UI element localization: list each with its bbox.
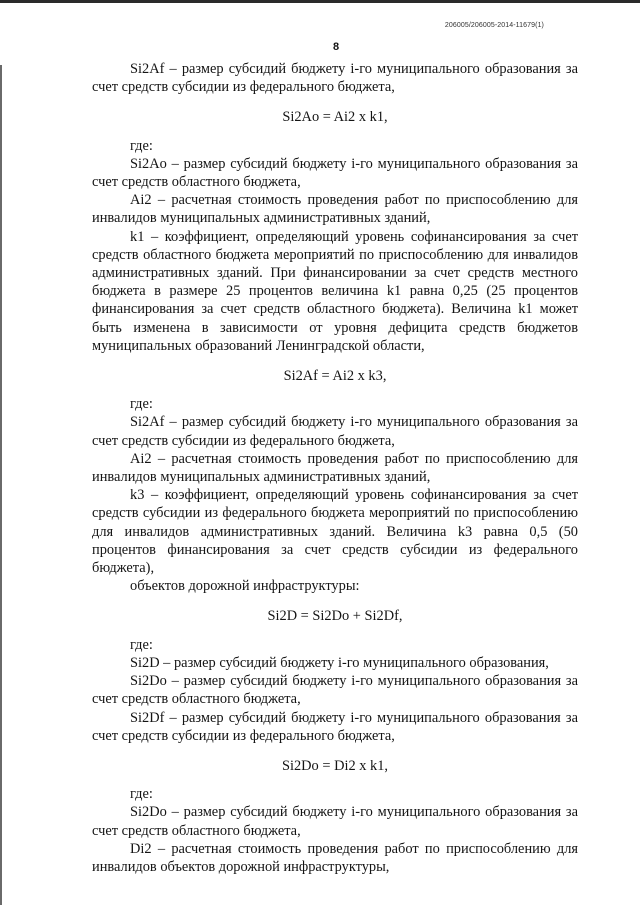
left-scan-edge (0, 65, 2, 905)
paragraph-k3-definition: k3 – коэффициент, определяющий уровень софинансирования за счет средств субсидии из федерального бюджета мероприятий по приспособлению для инвалидов административных зданий. Величина k3 равна 0,5 (50 процентов финансирования за счет средств субсидии из федерального бюджета), (92, 487, 578, 577)
paragraph-di2-definition: Di2 – расчетная стоимость проведения работ по приспособлению для инвалидов объектов дорожной инфраструктуры, (92, 840, 578, 875)
where-label: где: (130, 636, 153, 653)
formula-si2d: Si2D = Si2Do + Si2Df, (267, 608, 403, 625)
where-label: где: (130, 137, 153, 154)
paragraph-si2ao-definition: Si2Ao – размер субсидий бюджету i-го муниципального образования за счет средств областного бюджета, (92, 155, 578, 191)
paragraph-si2df-definition: Si2Df – размер субсидий бюджету i-го муниципального образования за счет средств субсидии из федерального бюджета, (92, 709, 578, 744)
document-number: 206005/206005-2014-11679(1) (444, 22, 544, 29)
paragraph-si2do-definition: Si2Do – размер субсидий бюджету i-го муниципального образования за счет средств областного бюджета, (92, 673, 578, 708)
where-label: где: (130, 396, 153, 413)
formula-si2af: Si2Af = Ai2 x k3, (283, 368, 387, 385)
formula-si2do: Si2Do = Di2 x k1, (281, 757, 389, 774)
where-label: где: (130, 786, 153, 803)
paragraph-ai2-definition: Ai2 – расчетная стоимость проведения работ по приспособлению для инвалидов муниципальных административных зданий, (92, 192, 578, 227)
paragraph-si2af-definition-2: Si2Af – размер субсидий бюджету i-го муниципального образования за счет средств субсидии из федерального бюджета, (92, 414, 578, 449)
document-body (92, 60, 578, 876)
paragraph-si2do-definition-2: Si2Do – размер субсидий бюджету i-го муниципального образования за счет средств областного бюджета, (92, 804, 578, 839)
paragraph-ai2-definition-2: Ai2 – расчетная стоимость проведения работ по приспособлению для инвалидов муниципальных административных зданий, (92, 450, 578, 486)
paragraph-si2af-definition: Si2Af – размер субсидий бюджету i-го муниципального образования за счет средств субсидии из федерального бюджета, (92, 61, 578, 96)
formula-si2ao: Si2Ao = Ai2 x k1, (282, 109, 388, 126)
paragraph-k1-definition: k1 – коэффициент, определяющий уровень софинансирования за счет средств областного бюджета мероприятий по приспособлению для инвалидов административных зданий. При финансировании за счет средств местного бюджета в размере 25 процентов величина k1 равна 0,25 (25 процентов финансирования за счет средств областного бюджета). Величина k1 может быть изменена в зависимости от уровня дефицита средств бюджетов муниципальных образований Ленинградской области, (92, 228, 578, 354)
paragraph-si2d-definition: Si2D – размер субсидий бюджету i-го муниципального образования, (130, 654, 549, 671)
page-number: 8 (332, 41, 340, 53)
paragraph-road-infrastructure: объектов дорожной инфраструктуры: (130, 578, 360, 595)
top-border-line (0, 0, 640, 3)
